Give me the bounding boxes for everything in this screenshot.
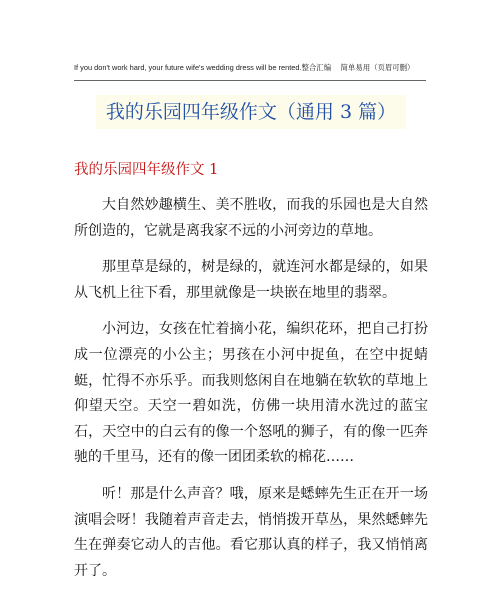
essay-body [74,193,428,595]
paragraph-3: 小河边，女孩在忙着摘小花，编织花环，把自己打扮成一位漂亮的小公主；男孩在小河中捉鱼，在空中捉蜻蜓，忙得不亦乐乎。而我则悠闲自在地躺在软软的草地上仰望天空。天空一碧如洗，仿佛一块用清水洗过的蓝宝石，天空中的白云有的像一个怒吼的狮子，有的像一匹奔驰的千里马，还有的像一团团柔软的棉花…… [74,321,428,466]
page-header-text: If you don't work hard, your future wife's wedding dress will be rented.整合汇编 简单易用（页眉可删） [74,63,415,72]
paragraph-1: 大自然妙趣横生、美不胜收，而我的乐园也是大自然所创造的，它就是离我家不远的小河旁边的草地。 [74,197,428,239]
section-heading: 我的乐园四年级作文 1 [74,162,219,178]
paragraph-4: 听！那是什么声音？哦，原来是蟋蟀先生正在开一场演唱会呀！我随着声音走去，悄悄拨开草丛，果然蟋蟀先生在弹奏它动人的吉他。看它那认真的样子，我又悄悄离开了。 [74,485,428,579]
paragraph-2: 那里草是绿的，树是绿的，就连河水都是绿的，如果从飞机上往下看，那里就像是一块嵌在地里的翡翠。 [74,259,428,301]
document-title: 我的乐园四年级作文（通用 3 篇） [96,95,406,129]
header-divider [74,80,426,81]
